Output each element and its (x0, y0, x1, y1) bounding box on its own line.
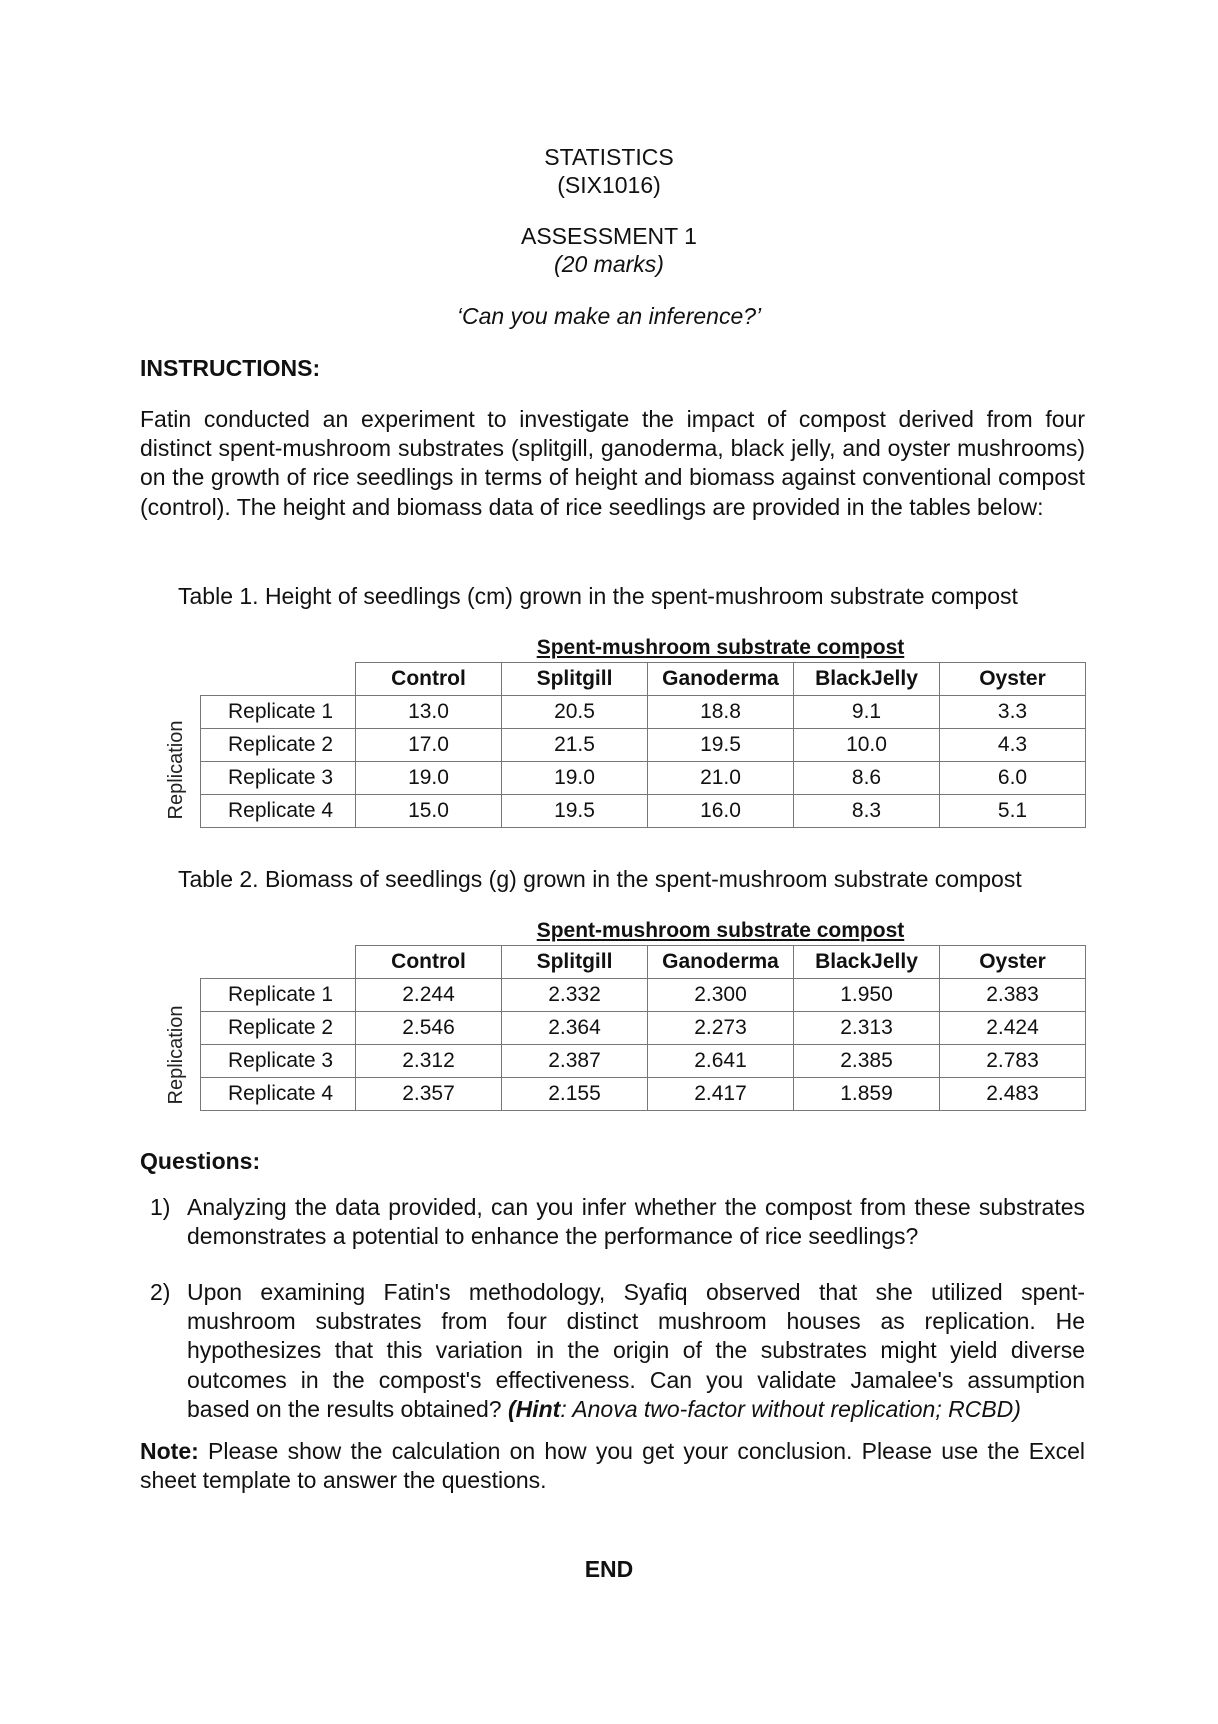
table-cell: 3.3 (940, 696, 1086, 729)
table-group-header-row (201, 917, 1086, 946)
table-cell: 21.5 (502, 729, 648, 762)
table-cell: 2.300 (648, 979, 794, 1012)
assessment-header (0, 222, 1218, 278)
intro-paragraph: Fatin conducted an experiment to investigate the impact of compost derived from four distinct spent-mushroom substrates (splitgill, ganoderma, black jelly, and oyster mushrooms) on the growth of rice seedlings in terms of height and biomass against conventional compost (control). The height and biomass data of rice seedlings are provided in the tables below: (140, 406, 1085, 520)
end-marker: END (584, 1556, 634, 1582)
table-cell: 8.3 (794, 795, 940, 828)
table-cell: 1.950 (794, 979, 940, 1012)
table-cell: 17.0 (356, 729, 502, 762)
column-header: Ganoderma (648, 946, 794, 979)
assessment-marks: (20 marks) (554, 251, 664, 278)
table-cell: 2.387 (502, 1045, 648, 1078)
table-row (201, 762, 1086, 795)
table-cell: 2.312 (356, 1045, 502, 1078)
table-cell: 2.483 (940, 1078, 1086, 1111)
table-cell: 5.1 (940, 795, 1086, 828)
table-row (201, 795, 1086, 828)
table-cell: 2.364 (502, 1012, 648, 1045)
row-label: Replicate 3 (201, 1045, 356, 1078)
table-cell: 16.0 (648, 795, 794, 828)
row-label: Replicate 1 (201, 979, 356, 1012)
assessment-subtitle: ‘Can you make an inference?’ (456, 303, 762, 329)
table-cell: 6.0 (940, 762, 1086, 795)
column-header: Control (356, 946, 502, 979)
table-cell: 19.0 (356, 762, 502, 795)
table-cell: 19.5 (502, 795, 648, 828)
questions-heading: Questions: (140, 1148, 261, 1174)
table-group-header-row (201, 634, 1086, 663)
hint-label: (Hint (507, 1395, 561, 1422)
row-label: Replicate 2 (201, 729, 356, 762)
table-row (201, 979, 1086, 1012)
table-cell: 2.155 (502, 1078, 648, 1111)
table-row (201, 696, 1086, 729)
question-number: 2) (150, 1279, 171, 1305)
table-cell: 9.1 (794, 696, 940, 729)
question-item (140, 1193, 1085, 1251)
table2-group-label: Spent-mushroom substrate compost (536, 919, 905, 942)
row-label: Replicate 4 (201, 1078, 356, 1111)
question-body (187, 1278, 1085, 1424)
hint-text: : Anova two-factor without replication; RCBD) (560, 1395, 1021, 1422)
table-cell: 1.859 (794, 1078, 940, 1111)
assessment-title: ASSESSMENT 1 (521, 223, 697, 249)
question-text: Upon examining Fatin's methodology, Syafiq observed that she utilized spent-mushroom substrates from four distinct mushroom houses as replication. He hypothesizes that this variation in the origin of the substrates might yield diverse outcomes in the compost's effectiveness. Can you validate Jamalee's assumption based on the results obtained? (187, 1279, 1085, 1422)
table-cell: 4.3 (940, 729, 1086, 762)
table-cell: 2.383 (940, 979, 1086, 1012)
column-header: Oyster (940, 946, 1086, 979)
table-cell: 18.8 (648, 696, 794, 729)
note-paragraph (140, 1437, 1085, 1495)
column-header: BlackJelly (794, 946, 940, 979)
table-cell: 2.641 (648, 1045, 794, 1078)
table-cell: 2.273 (648, 1012, 794, 1045)
table1-caption: Table 1. Height of seedlings (cm) grown in the spent-mushroom substrate compost (178, 583, 1018, 609)
table-cell: 2.244 (356, 979, 502, 1012)
table-cell: 19.5 (648, 729, 794, 762)
note-label: Note: (140, 1438, 199, 1464)
table1-side-label: Replication (165, 720, 187, 820)
table-cell: 2.332 (502, 979, 648, 1012)
table-cell: 19.0 (502, 762, 648, 795)
column-header: Splitgill (502, 663, 648, 696)
column-header: Ganoderma (648, 663, 794, 696)
table-cell: 2.357 (356, 1078, 502, 1111)
table-row (201, 1078, 1086, 1111)
table-cell: 2.424 (940, 1012, 1086, 1045)
table-header-row (201, 946, 1086, 979)
column-header: Control (356, 663, 502, 696)
table-cell: 20.5 (502, 696, 648, 729)
table-row (201, 729, 1086, 762)
table-cell: 2.417 (648, 1078, 794, 1111)
height-table (200, 634, 1086, 828)
table1-group-label: Spent-mushroom substrate compost (536, 636, 905, 659)
question-hint (508, 1396, 1021, 1422)
course-code: (SIX1016) (557, 172, 661, 199)
question-text: Analyzing the data provided, can you infer whether the compost from these substrates demonstrates a potential to enhance the performance of rice seedlings? (187, 1194, 1085, 1250)
table-cell: 2.385 (794, 1045, 940, 1078)
table2-caption: Table 2. Biomass of seedlings (g) grown in the spent-mushroom substrate compost (178, 866, 1022, 892)
column-header: BlackJelly (794, 663, 940, 696)
note-text: Please show the calculation on how you get your conclusion. Please use the Excel sheet template to answer the questions. (140, 1438, 1085, 1494)
table-row (201, 1045, 1086, 1078)
table-cell: 8.6 (794, 762, 940, 795)
table-row (201, 1012, 1086, 1045)
table-cell: 13.0 (356, 696, 502, 729)
table-header-row (201, 663, 1086, 696)
column-header: Splitgill (502, 946, 648, 979)
table2-side-label: Replication (165, 1005, 187, 1105)
row-label: Replicate 3 (201, 762, 356, 795)
table-cell: 21.0 (648, 762, 794, 795)
row-label: Replicate 4 (201, 795, 356, 828)
row-label: Replicate 1 (201, 696, 356, 729)
table-cell: 15.0 (356, 795, 502, 828)
row-label: Replicate 2 (201, 1012, 356, 1045)
course-title: STATISTICS (544, 144, 674, 170)
table-cell: 2.783 (940, 1045, 1086, 1078)
column-header: Oyster (940, 663, 1086, 696)
table-cell: 2.313 (794, 1012, 940, 1045)
table-cell: 10.0 (794, 729, 940, 762)
course-header (0, 143, 1218, 199)
biomass-table (200, 917, 1086, 1111)
instructions-heading: INSTRUCTIONS: (140, 355, 321, 381)
table-cell: 2.546 (356, 1012, 502, 1045)
question-item (140, 1278, 1085, 1424)
question-number: 1) (150, 1194, 171, 1220)
